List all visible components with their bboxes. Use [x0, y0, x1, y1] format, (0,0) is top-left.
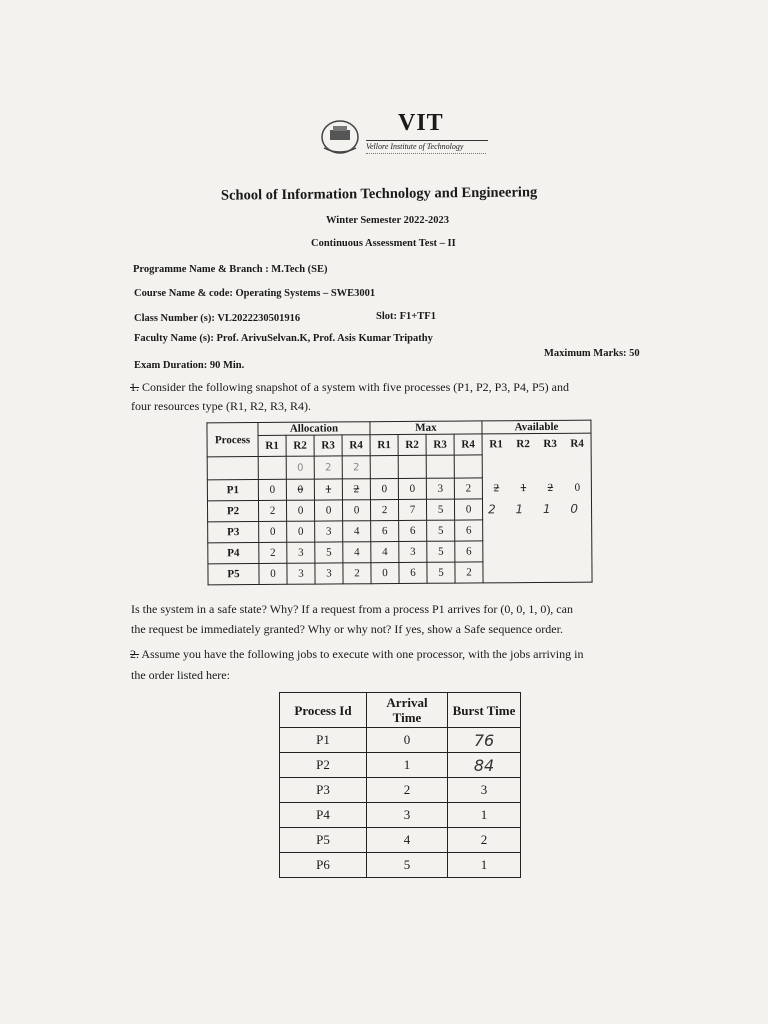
alloc-cell: 3 — [315, 521, 343, 542]
allocation-header: Allocation — [258, 422, 370, 436]
max-r2: R2 — [398, 434, 426, 455]
alloc-cell: 3 — [315, 563, 343, 584]
q2-number: 2. — [130, 647, 139, 661]
avail-r2: R2 — [510, 434, 537, 455]
arrival-time: 5 — [367, 853, 448, 878]
alloc-cell: 3 — [287, 542, 315, 563]
brand-tagline: Vellore Institute of Technology — [366, 142, 464, 151]
burst-time: 3 — [448, 778, 521, 803]
max-cell: 0 — [370, 479, 398, 500]
alloc-cell: 0 — [286, 479, 314, 500]
table-row — [280, 853, 521, 878]
avail-cell: 0 — [564, 477, 592, 498]
exam-duration: Exam Duration: 90 Min. — [134, 360, 245, 371]
max-cell: 2 — [455, 562, 483, 583]
max-header: Max — [370, 421, 482, 435]
slot: Slot: F1+TF1 — [376, 311, 436, 322]
alloc-cell: 2 — [342, 479, 370, 500]
q1-question-line1: Is the system in a safe state? Why? If a request from a process P1 arrives for (0, 0, 1, 0), can — [131, 602, 573, 616]
max-cell: 0 — [454, 499, 482, 520]
avail-r4: R4 — [564, 433, 592, 454]
avail-cell: 2 — [482, 478, 510, 499]
table-row — [280, 778, 521, 803]
arrival-time: 1 — [367, 753, 448, 778]
semester: Winter Semester 2022-2023 — [326, 215, 450, 226]
pencil-note — [258, 456, 286, 479]
vit-seal-icon — [318, 116, 362, 158]
job-id: P6 — [280, 853, 367, 878]
class-number: Class Number (s): VL2022230501916 — [134, 313, 301, 324]
alloc-cell: 0 — [287, 521, 315, 542]
q2-line2: the order listed here: — [131, 668, 230, 682]
alloc-cell: 0 — [314, 500, 342, 521]
burst-time: 2 — [448, 828, 521, 853]
q2-line1: Assume you have the following jobs to execute with one processor, with the jobs arriving in — [141, 647, 584, 661]
job-id: P3 — [280, 778, 367, 803]
logo-rule — [366, 140, 488, 141]
table-row — [208, 519, 592, 543]
resource-table — [206, 420, 592, 586]
pencil-note: 0 — [286, 456, 314, 479]
alloc-cell: 0 — [342, 500, 370, 521]
max-cell: 0 — [371, 563, 399, 584]
alloc-cell: 0 — [286, 500, 314, 521]
jobs-header-row — [280, 693, 521, 728]
job-id: P5 — [280, 828, 367, 853]
arrival-time: 0 — [367, 728, 448, 753]
max-r1: R1 — [370, 435, 398, 456]
q1-line2: four resources type (R1, R2, R3, R4). — [131, 399, 311, 413]
alloc-cell: 0 — [258, 479, 286, 500]
max-cell: 3 — [399, 541, 427, 562]
process-header: Process — [207, 422, 258, 456]
vit-logo — [318, 110, 493, 160]
q1-question-line2: the request be immediately granted? Why or why not? If yes, show a Safe sequence order. — [131, 622, 563, 636]
max-r4: R4 — [454, 434, 482, 455]
process-id: P2 — [207, 500, 258, 521]
max-cell: 5 — [427, 562, 455, 583]
resource-header-row — [207, 433, 591, 457]
logo-tag-line — [366, 153, 486, 154]
arrival-time: 4 — [367, 828, 448, 853]
burst-time-header: Burst Time — [448, 693, 521, 728]
table-row — [280, 728, 521, 753]
table-row — [280, 753, 521, 778]
burst-time: 76 — [448, 728, 521, 753]
process-id-header: Process Id — [280, 693, 367, 728]
jobs-table — [279, 692, 521, 878]
course: Course Name & code: Operating Systems – SWE3001 — [134, 288, 376, 299]
max-cell: 2 — [370, 500, 398, 521]
alloc-cell: 2 — [258, 500, 286, 521]
max-cell: 5 — [426, 499, 454, 520]
pencil-row — [207, 454, 591, 480]
burst-time: 1 — [448, 803, 521, 828]
arrival-time: 2 — [367, 778, 448, 803]
max-cell: 6 — [371, 521, 399, 542]
alloc-r4: R4 — [342, 435, 370, 456]
q2-text-line1 — [130, 647, 583, 662]
process-id: P3 — [208, 521, 259, 542]
arrival-time: 3 — [367, 803, 448, 828]
pencil-note: 2 — [342, 456, 370, 479]
alloc-cell: 0 — [259, 521, 287, 542]
max-r3: R3 — [426, 434, 454, 455]
job-id: P1 — [280, 728, 367, 753]
arrival-time-header: Arrival Time — [367, 693, 448, 728]
max-cell: 7 — [398, 499, 426, 520]
alloc-cell: 4 — [343, 521, 371, 542]
process-id: P4 — [208, 542, 259, 563]
alloc-cell: 2 — [259, 542, 287, 563]
alloc-r2: R2 — [286, 435, 314, 456]
alloc-r3: R3 — [314, 435, 342, 456]
alloc-cell: 4 — [343, 542, 371, 563]
max-cell: 0 — [398, 478, 426, 499]
max-cell: 4 — [371, 542, 399, 563]
max-cell: 6 — [455, 541, 483, 562]
alloc-cell: 1 — [314, 479, 342, 500]
brand-name: VIT — [398, 110, 444, 136]
burst-time: 84 — [448, 753, 521, 778]
available-header: Available — [482, 420, 591, 434]
alloc-cell: 5 — [315, 542, 343, 563]
avail-r1: R1 — [482, 434, 510, 455]
alloc-cell: 2 — [343, 563, 371, 584]
max-cell: 6 — [399, 562, 427, 583]
available-handwritten: 2 1 1 0 — [482, 498, 591, 520]
job-id: P4 — [280, 803, 367, 828]
process-id: P5 — [208, 563, 259, 584]
q1-line1: Consider the following snapshot of a system with five processes (P1, P2, P3, P4, P5) and — [142, 380, 569, 394]
avail-r3: R3 — [537, 433, 564, 454]
max-marks: Maximum Marks: 50 — [544, 348, 640, 359]
max-cell: 5 — [427, 520, 455, 541]
max-cell: 5 — [427, 541, 455, 562]
alloc-cell: 0 — [259, 563, 287, 584]
pencil-note: 2 — [314, 456, 342, 479]
table-row — [208, 561, 592, 585]
burst-time: 1 — [448, 853, 521, 878]
alloc-r1: R1 — [258, 435, 286, 456]
avail-cell: 1 — [520, 482, 527, 495]
table-row — [207, 477, 591, 501]
test-name: Continuous Assessment Test – II — [311, 238, 456, 249]
table-row — [280, 803, 521, 828]
process-id: P1 — [207, 479, 258, 500]
school-title: School of Information Technology and Engineering — [220, 184, 538, 204]
avail-cell: 2 — [547, 481, 554, 494]
max-cell: 6 — [455, 520, 483, 541]
max-cell: 2 — [454, 478, 482, 499]
table-row — [208, 540, 592, 564]
table-row — [207, 498, 591, 522]
max-cell: 6 — [399, 520, 427, 541]
max-cell: 3 — [426, 478, 454, 499]
job-id: P2 — [280, 753, 367, 778]
programme: Programme Name & Branch : M.Tech (SE) — [133, 264, 328, 275]
q1-text-line1 — [130, 380, 569, 395]
q1-number: 1. — [130, 380, 139, 394]
alloc-cell: 3 — [287, 563, 315, 584]
faculty: Faculty Name (s): Prof. ArivuSelvan.K, Prof. Asis Kumar Tripathy — [134, 333, 433, 344]
table-row — [280, 828, 521, 853]
